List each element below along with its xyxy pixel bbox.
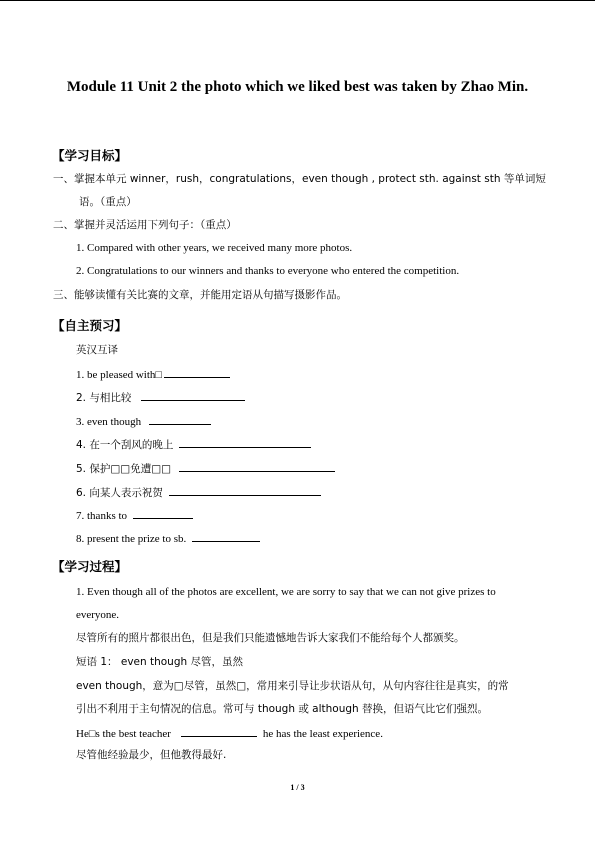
preview-item-5: 5. 保护□□免遭□□ [76,460,335,476]
answer-blank[interactable] [179,436,311,448]
answer-blank[interactable] [164,366,230,378]
answer-blank[interactable] [133,507,193,519]
example-translation: 尽管所有的照片都很出色，但是我们只能遗憾地告诉大家我们不能给每个人都颁奖。 [76,632,465,644]
preview-subtitle: 英汉互译 [76,344,118,356]
explanation-line-2: 引出不利用于主句情况的信息。常可与 though 或 although 替换，但语气比它们强烈。 [76,703,489,715]
preview-item-8: 8. present the prize to sb. [76,530,260,546]
page-number: 1 / 3 [290,783,305,792]
goal-3: 三、能够读懂有关比赛的文章，并能用定语从句描写摄影作品。 [53,289,347,301]
goal-1-cont: 语。（重点） [79,196,137,208]
page-title: Module 11 Unit 2 the photo which we liked best was taken by Zhao Min. [66,79,529,95]
preview-item-2: 2. 与相比较 [76,389,245,405]
goal-sentence-1: 1. Compared with other years, we received many more photos. [76,242,353,254]
page-top-rule [0,0,595,1]
preview-item-4: 4. 在一个刮风的晚上 [76,436,311,452]
goal-sentence-2: 2. Congratulations to our winners and thanks to everyone who entered the competition. [76,265,460,277]
process-heading: 【学习过程】 [52,559,128,574]
explanation-line-1: even though，意为□尽管，虽然□，常用来引导让步状语从句，从句内容往往是真实，的常 [76,680,509,692]
example-sentence: 1. Even though all of the photos are excellent, we are sorry to say that we can not give prizes to [76,586,496,598]
answer-blank[interactable] [181,725,257,737]
answer-blank[interactable] [149,413,211,425]
answer-blank[interactable] [192,530,260,542]
preview-item-3: 3. even though [76,413,211,429]
example-sentence-cont: everyone. [76,609,120,621]
preview-item-6: 6. 向某人表示祝贺 [76,484,321,500]
goal-2: 二、掌握并灵活运用下列句子：（重点） [53,219,237,231]
phrase-heading: 短语 1： even though 尽管，虽然 [76,656,243,668]
preview-item-1: 1. be pleased with□ [76,366,230,382]
preview-item-7: 7. thanks to [76,507,193,523]
goal-1: 一、掌握本单元 winner，rush，congratulations，even though , protect sth. against sth 等单词短 [53,173,546,185]
goals-heading: 【学习目标】 [52,148,128,163]
exercise-translation: 尽管他经验最少，但他教得最好. [76,749,227,761]
answer-blank[interactable] [179,460,335,472]
exercise-sentence: He□s the best teacher he has the least experience. [76,725,383,741]
answer-blank[interactable] [141,389,245,401]
answer-blank[interactable] [169,484,321,496]
preview-heading: 【自主预习】 [52,318,128,333]
